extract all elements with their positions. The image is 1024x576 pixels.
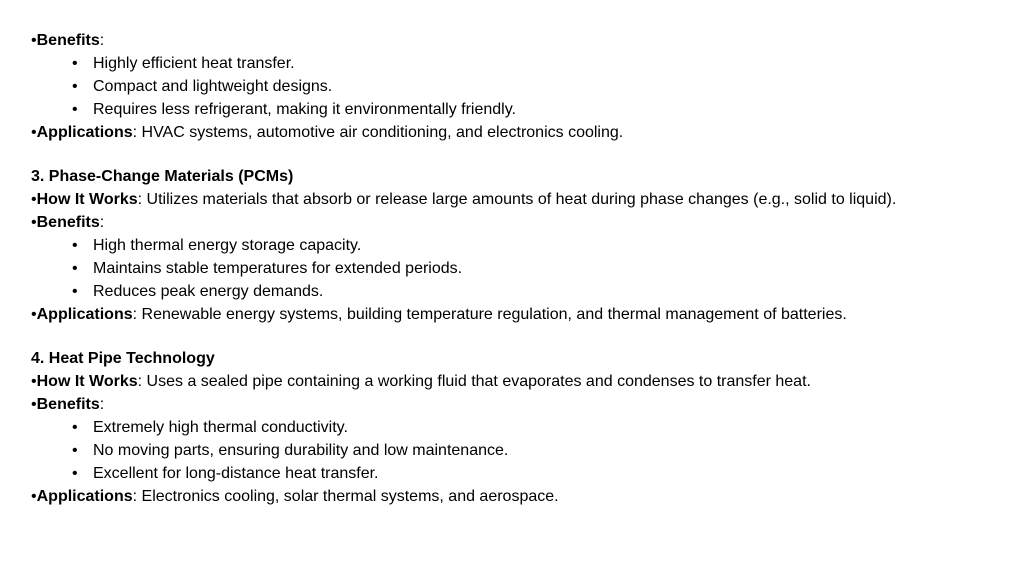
- spacer: [31, 144, 1006, 165]
- section-heading: 3. Phase-Change Materials (PCMs): [31, 168, 294, 185]
- benefit-item: [31, 234, 1006, 257]
- bullet: •: [31, 32, 37, 49]
- benefit-text: Compact and lightweight designs.: [93, 78, 333, 95]
- bullet: •: [72, 283, 78, 300]
- benefits-line: [31, 393, 1006, 416]
- bullet: •: [31, 191, 37, 208]
- applications-text: : Renewable energy systems, building temperature regulation, and thermal management of batteries.: [132, 306, 847, 323]
- applications-text: : Electronics cooling, solar thermal systems, and aerospace.: [132, 488, 559, 505]
- slide-content: [31, 29, 1006, 508]
- benefits-label: Benefits: [36, 214, 100, 231]
- benefit-text: Reduces peak energy demands.: [93, 283, 324, 300]
- bullet: •: [31, 373, 37, 390]
- benefit-item: [31, 416, 1006, 439]
- bullet: •: [31, 214, 37, 231]
- bullet: •: [72, 260, 78, 277]
- benefit-text: High thermal energy storage capacity.: [93, 237, 362, 254]
- applications-line: [31, 303, 1006, 326]
- benefit-item: [31, 75, 1006, 98]
- bullet: •: [72, 442, 78, 459]
- section-heading: 4. Heat Pipe Technology: [31, 350, 215, 367]
- benefit-item: [31, 52, 1006, 75]
- how-it-works-text: : Utilizes materials that absorb or release large amounts of heat during phase changes (e.g., solid to liquid).: [137, 191, 897, 208]
- bullet: •: [31, 488, 37, 505]
- colon: :: [99, 32, 105, 49]
- bullet: •: [72, 237, 78, 254]
- benefit-text: Requires less refrigerant, making it environmentally friendly.: [93, 101, 516, 118]
- benefits-label: Benefits: [36, 396, 100, 413]
- how-it-works-label: How It Works: [36, 373, 138, 390]
- benefits-label: Benefits: [36, 32, 100, 49]
- benefit-text: Maintains stable temperatures for extended periods.: [93, 260, 463, 277]
- how-it-works-line: [31, 188, 1006, 211]
- benefit-item: [31, 280, 1006, 303]
- benefit-text: No moving parts, ensuring durability and low maintenance.: [93, 442, 509, 459]
- bullet: •: [72, 419, 78, 436]
- applications-label: Applications: [36, 306, 133, 323]
- bullet: •: [31, 124, 37, 141]
- bullet: •: [31, 396, 37, 413]
- applications-text: : HVAC systems, automotive air conditioning, and electronics cooling.: [132, 124, 624, 141]
- benefits-line: [31, 29, 1006, 52]
- applications-line: [31, 485, 1006, 508]
- bullet: •: [72, 465, 78, 482]
- benefit-text: Excellent for long-distance heat transfer.: [93, 465, 379, 482]
- benefit-item: [31, 462, 1006, 485]
- spacer: [31, 326, 1006, 347]
- benefit-item: [31, 257, 1006, 280]
- applications-label: Applications: [36, 488, 133, 505]
- applications-line: [31, 121, 1006, 144]
- how-it-works-text: : Uses a sealed pipe containing a working fluid that evaporates and condenses to transfer heat.: [137, 373, 811, 390]
- benefits-line: [31, 211, 1006, 234]
- benefit-item: [31, 98, 1006, 121]
- benefit-text: Extremely high thermal conductivity.: [93, 419, 348, 436]
- benefit-item: [31, 439, 1006, 462]
- bullet: •: [31, 306, 37, 323]
- colon: :: [99, 396, 105, 413]
- applications-label: Applications: [36, 124, 133, 141]
- colon: :: [99, 214, 105, 231]
- bullet: •: [72, 78, 78, 95]
- bullet: •: [72, 101, 78, 118]
- bullet: •: [72, 55, 78, 72]
- how-it-works-label: How It Works: [36, 191, 138, 208]
- benefit-text: Highly efficient heat transfer.: [93, 55, 295, 72]
- how-it-works-line: [31, 370, 1006, 393]
